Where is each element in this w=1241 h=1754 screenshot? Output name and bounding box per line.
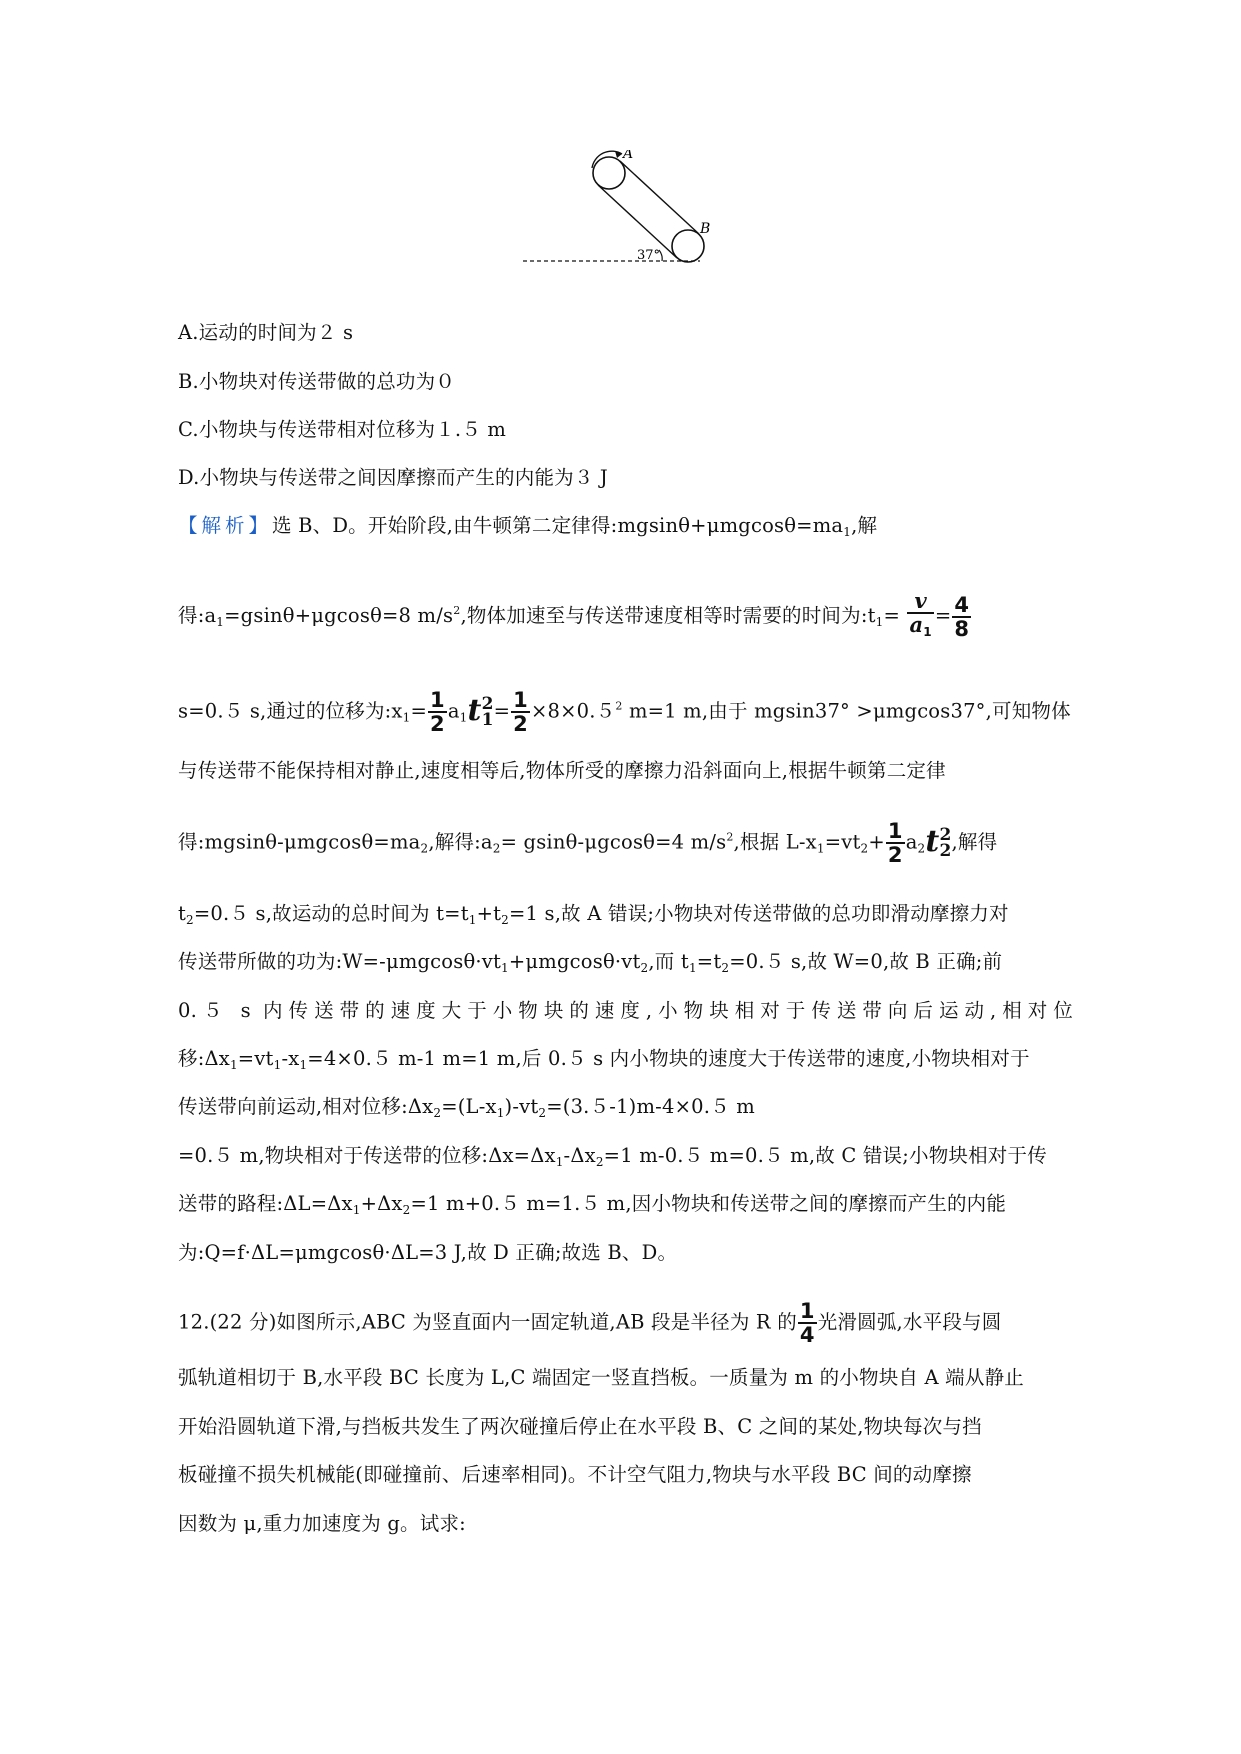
analysis-line-12: 送带的路程$:\Delta L=\Delta x_1+\Delta x_2=1$ m+0.５ m=1.５ m,因小物块和传送带之间的摩擦而产生的内能 [178,1192,1007,1217]
fraction-v-over-a1: $\frac{v}{a_1}$ [909,588,932,639]
problem-12-line-5: 因数为 μ,重力加速度为 g。试求: [178,1512,466,1535]
problem-12-line-4: 板碰撞不损失机械能(即碰撞前、后速率相同)。不计空气阻力,物块与水平段 BC 间的动摩擦 [178,1463,972,1486]
problem-12-line-2: 弧轨道相切于 B,水平段 BC 长度为 L,C 端固定一竖直挡板。一质量为 m 的小物块自 A 端从静止 [178,1366,1024,1389]
option-d: D.小物块与传送带之间因摩擦而产生的内能为３ J [178,466,608,489]
label-b: B [700,221,711,237]
analysis-line-1: 【解析】选 B、D。开始阶段,由牛顿第二定律得$:mgsin\theta+\mu mgcos\theta=ma_1$,解 [178,514,878,539]
analysis-line-11: =0.５ m,物块相对于传送带的位移$:\Delta x=\Delta x_1-\Delta x_2=1$ m-0.５ m=0.５ m,故 C 错误;小物块相对于传 [178,1144,1047,1169]
problem-12-line-3: 开始沿圆轨道下滑,与挡板共发生了两次碰撞后停止在水平段 B、C 之间的某处,物块每次与挡 [178,1415,982,1438]
option-a: A.运动的时间为２ s [178,321,354,344]
analysis-line-13: 为:Q=f·ΔL=μmgcosθ·ΔL=3 J,故 D 正确;故选 B、D。 [178,1241,678,1264]
fraction-half-2: $\frac{1}{2}$ [513,688,528,736]
analysis-line-5: 得$:mgsin\theta-\mu mgcos\theta=ma_2$,解得$:a_2= gsin\theta-\mu gcos\theta=4$ $m/s^2$,根据 $L-x_1=vt_2+$ $\frac{1}{2}$ $a_2t$ 2 2 ,解得 [178,819,998,867]
analysis-line-6: $t_2=0.5$ s,故运动的总时间为 $t=t_1+t_2=1$ s,故 A 错误;小物块对传送带做的总功即滑动摩擦力对 [178,902,1009,927]
t2-squared: t 2 2 [925,824,952,861]
analysis-line-9: 移$:\Delta x_1=vt_1-x_1=4\times 0.5$ m-1 m=1 m,后 0.５ s 内小物块的速度大于传送带的速度,小物块相对于 [178,1047,1030,1072]
analysis-line-7: 传送带所做的功为$:W=-\mu mgcos\theta\cdot vt_1+\mu mgcos\theta\cdot vt_2$,而 $t_1=t_2=0.5$ s,故 W=0,故 B 正确;前 [178,950,1003,975]
problem-12-line-1: 12.(22 分)如图所示,ABC 为竖直面内一固定轨道,AB 段是半径为 R 的 $\frac{1}{4}$ 光滑圆弧,水平段与圆 [178,1299,1002,1347]
analysis-line-4: 与传送带不能保持相对静止,速度相等后,物体所受的摩擦力沿斜面向上,根据牛顿第二定律 [178,759,946,782]
label-a: A [623,150,634,162]
fraction-quarter: $\frac{1}{4}$ [799,1299,815,1347]
option-c: C.小物块与传送带相对位移为１.５ m [178,418,507,441]
fraction-half-3: $\frac{1}{2}$ [887,819,903,867]
analysis-tag: 【解析】 [178,514,273,537]
fraction-4-over-8: $\frac{4}{8}$ [954,592,970,641]
analysis-line-8: 0.５ s 内传送带的速度大于小物块的速度,小物块相对于传送带向后运动,相对位 [178,999,1073,1022]
angle-label: 37° [637,248,661,263]
t1-squared: t 2 1 [467,693,494,730]
option-b: B.小物块对传送带做的总功为０ [178,370,456,393]
analysis-line-10: 传送带向前运动,相对位移$:\Delta x_2=(L-x_1)-vt_2=(3.5-1)m-4\times 0.5$ m [178,1095,755,1120]
analysis-line-3: s=0.５ s,通过的位移为$:x_1=$ $\frac{1}{2}$ $a_1t$ 2 1 = $\frac{1}{2}$ $\times 8\times 0.5^2$ m=1 m,由于 mgsin37° >μmgcos37°,可知物体 [178,688,1071,736]
fraction-half: $\frac{1}{2}$ [430,688,445,736]
conveyor-belt-diagram [520,150,720,300]
belt-upper [620,161,699,234]
analysis-line-2: 得$:a_1=gsin\theta+\mu gcos\theta=8$ $m/s^2$,物体加速至与传送带速度相等时需要的时间为$:t_1=$ $\frac{v}{a_1}$ = $\frac{4}{8}$ [178,590,972,643]
